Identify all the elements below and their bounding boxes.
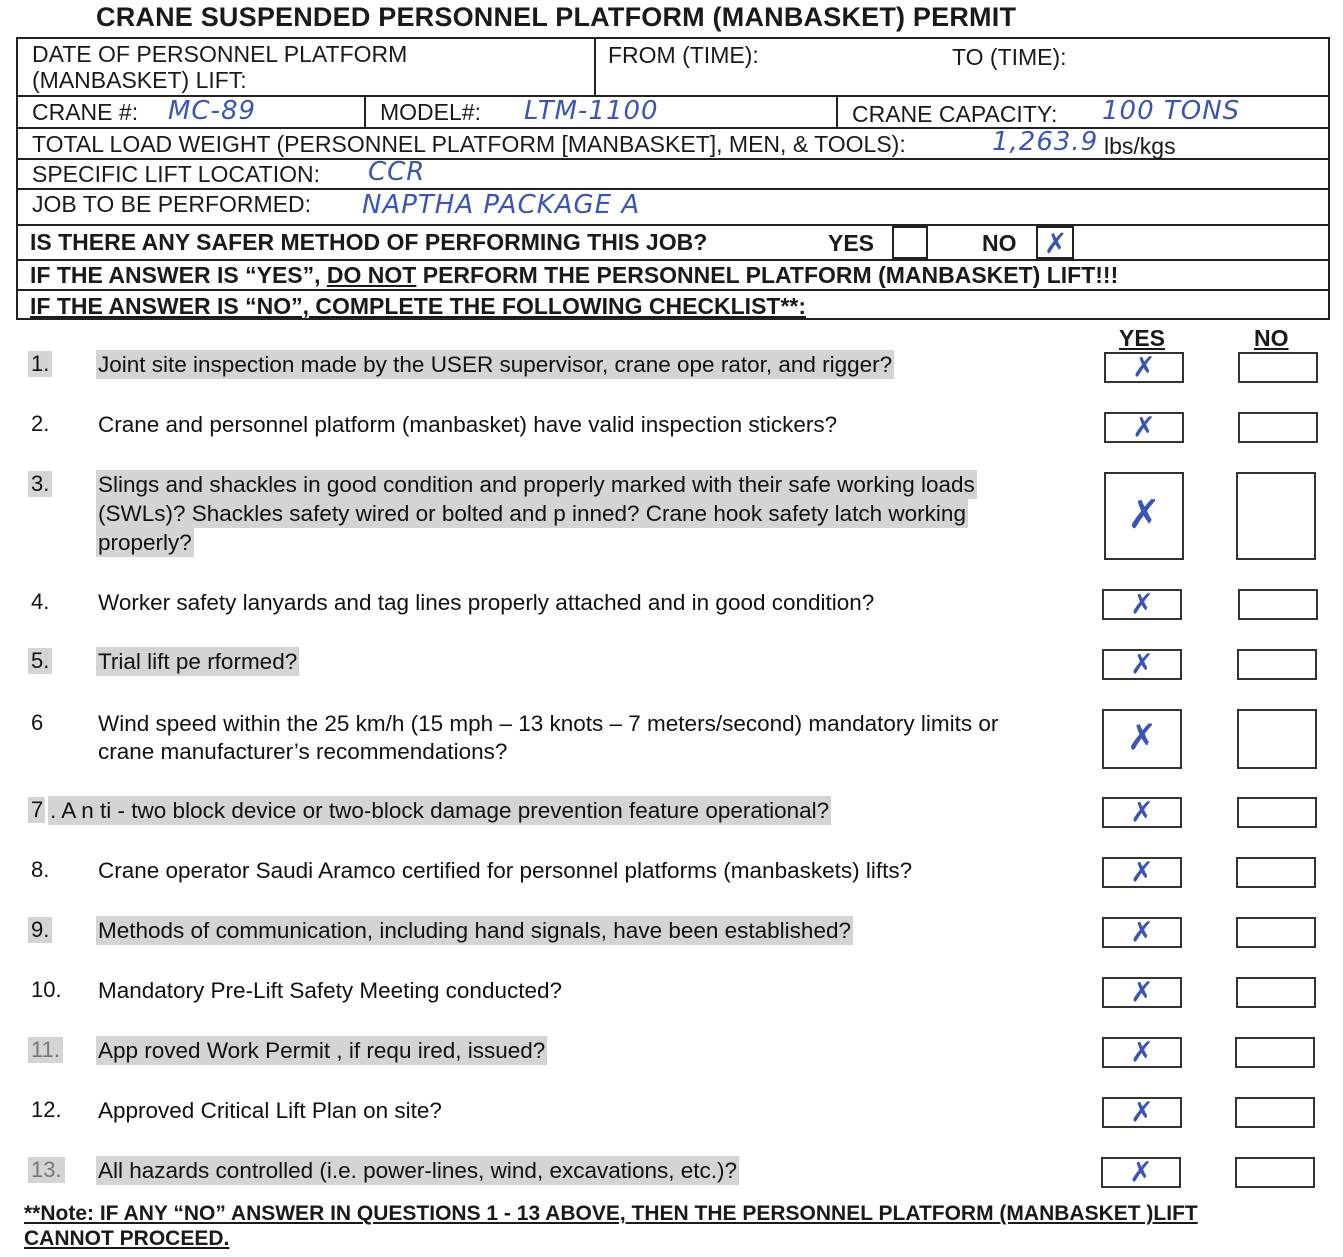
job-value: NAPTHA PACKAGE A [362, 190, 641, 220]
yes-column-header: YES [1119, 325, 1166, 351]
lift-location-label: SPECIFIC LIFT LOCATION: [32, 161, 320, 187]
item-3-no-checkbox[interactable] [1236, 472, 1316, 560]
item-1-no-checkbox[interactable] [1238, 352, 1318, 383]
item-text: Wind speed within the 25 km/h (15 mph – 13 knots – 7 meters/second) mandatory limits or [98, 711, 999, 736]
item-text-line-3: properly? [98, 530, 192, 555]
total-load-label: TOTAL LOAD WEIGHT (PERSONNEL PLATFORM [MANBASKET], MEN, & TOOLS): [32, 131, 906, 157]
footer-note-line-2: CANNOT PROCEED. [24, 1227, 230, 1250]
item-5-no-checkbox[interactable] [1237, 649, 1317, 680]
no-instruction-row [18, 291, 1328, 322]
item-8-no-checkbox[interactable] [1236, 857, 1316, 888]
item-7-yes-checkbox[interactable]: ✗ [1102, 797, 1182, 828]
yes-instruction-row [18, 261, 1328, 291]
item-text: All hazards controlled (i.e. power-lines, wind, excavations, etc.)? [98, 1158, 738, 1183]
to-time-label: TO (TIME): [952, 44, 1067, 70]
no-column-header: NO [1254, 325, 1289, 351]
item-3-yes-checkbox[interactable]: ✗ [1104, 472, 1184, 560]
item-text-line-2: crane manufacturer’s recommendations? [98, 739, 508, 764]
job-label: JOB TO BE PERFORMED: [32, 191, 312, 217]
model-label: MODEL#: [380, 99, 481, 125]
item-text: App roved Work Permit , if requ ired, issued? [98, 1038, 546, 1063]
item-11-yes-checkbox[interactable]: ✗ [1102, 1037, 1182, 1068]
item-number: 12. [31, 1097, 62, 1122]
item-number: 8. [31, 857, 50, 882]
no-instruction: IF THE ANSWER IS “NO”, COMPLETE THE FOLLOWING CHECKLIST**: [30, 293, 807, 319]
crane-capacity-value: 100 TONS [1102, 96, 1241, 126]
item-11-no-checkbox[interactable] [1235, 1037, 1315, 1068]
total-load-value: 1,263.9 [992, 127, 1099, 157]
total-load-units: lbs/kgs [1104, 133, 1176, 159]
item-12-yes-checkbox[interactable]: ✗ [1102, 1097, 1182, 1128]
yes-instruction: IF THE ANSWER IS “YES”, DO NOT PERFORM THE PERSONNEL PLATFORM (MANBASKET) LIFT!!! [30, 262, 1119, 288]
footer-note-line-1: **Note: IF ANY “NO” ANSWER IN QUESTIONS 1 - 13 ABOVE, THEN THE PERSONNEL PLATFORM (MANBASKET )LIFT [24, 1202, 1198, 1225]
item-text: . A n ti - two block device or two-block damage prevention feature operational? [50, 798, 830, 823]
safer-method-row [18, 226, 1328, 261]
permit-header-table [16, 37, 1330, 320]
item-5-yes-checkbox[interactable]: ✗ [1102, 649, 1182, 680]
footer-note [24, 1201, 1324, 1251]
load-row [18, 129, 1328, 160]
date-label: DATE OF PERSONNEL PLATFORM [32, 41, 408, 67]
form-title: CRANE SUSPENDED PERSONNEL PLATFORM (MANBASKET) PERMIT [96, 2, 1017, 32]
item-number: 1. [28, 351, 52, 377]
item-4-no-checkbox[interactable] [1238, 589, 1318, 620]
item-number: 13. [28, 1157, 65, 1183]
item-9-no-checkbox[interactable] [1236, 917, 1316, 948]
item-text: Worker safety lanyards and tag lines properly attached and in good condition? [98, 590, 875, 615]
item-number: 5. [28, 648, 52, 674]
lift-location-value: CCR [368, 157, 426, 187]
item-text: Approved Critical Lift Plan on site? [98, 1098, 442, 1123]
item-number: 10. [31, 977, 62, 1002]
item-10-yes-checkbox[interactable]: ✗ [1102, 977, 1182, 1008]
safer-method-question: IS THERE ANY SAFER METHOD OF PERFORMING THIS JOB? [30, 229, 708, 255]
model-value: LTM-1100 [524, 96, 659, 126]
item-2-yes-checkbox[interactable]: ✗ [1104, 412, 1184, 443]
item-7-no-checkbox[interactable] [1237, 797, 1317, 828]
item-9-yes-checkbox[interactable]: ✗ [1102, 917, 1182, 948]
crane-number-value: MC-89 [168, 96, 257, 126]
item-text: Crane operator Saudi Aramco certified for personnel platforms (manbaskets) lifts? [98, 858, 913, 883]
item-text: Mandatory Pre-Lift Safety Meeting conducted? [98, 978, 563, 1003]
item-number: 2. [31, 411, 50, 436]
crane-number-label: CRANE #: [32, 99, 139, 125]
from-time-label: FROM (TIME): [608, 42, 759, 68]
item-6-no-checkbox[interactable] [1237, 709, 1317, 769]
item-number: 9. [28, 917, 52, 943]
item-8-yes-checkbox[interactable]: ✗ [1102, 857, 1182, 888]
item-number: 3. [28, 471, 52, 497]
item-6-yes-checkbox[interactable]: ✗ [1102, 709, 1182, 769]
safer-no-checkbox[interactable] [1036, 226, 1074, 259]
item-text: Slings and shackles in good condition and properly marked with their safe working loads [98, 472, 975, 497]
item-12-no-checkbox[interactable] [1235, 1097, 1315, 1128]
item-4-yes-checkbox[interactable]: ✗ [1102, 589, 1182, 620]
date-row [18, 39, 1328, 97]
item-text: Crane and personnel platform (manbasket) have valid inspection stickers? [98, 412, 838, 437]
item-number: 4. [31, 589, 50, 614]
item-2-no-checkbox[interactable] [1238, 412, 1318, 443]
safer-no-mark: ✗ [1044, 227, 1069, 260]
item-text-line-2: (SWLs)? Shackles safety wired or bolted and p inned? Crane hook safety latch working [98, 501, 966, 526]
item-number: 6 [31, 710, 44, 735]
item-number: 11. [28, 1037, 63, 1063]
crane-capacity-label: CRANE CAPACITY: [852, 101, 1058, 127]
crane-row [18, 97, 1328, 129]
date-label-2: (MANBASKET) LIFT: [32, 67, 247, 93]
safer-yes-checkbox[interactable] [892, 226, 928, 259]
item-13-no-checkbox[interactable] [1235, 1157, 1315, 1188]
item-13-yes-checkbox[interactable]: ✗ [1101, 1157, 1181, 1188]
item-text: Trial lift pe rformed? [98, 649, 298, 674]
item-text: Methods of communication, including hand signals, have been established? [98, 918, 851, 943]
safer-yes-label: YES [828, 230, 875, 256]
location-row [18, 157, 1328, 190]
item-text: Joint site inspection made by the USER supervisor, crane ope rator, and rigger? [98, 352, 893, 377]
item-10-no-checkbox[interactable] [1236, 977, 1316, 1008]
item-1-yes-checkbox[interactable]: ✗ [1104, 352, 1184, 383]
item-number: 7 [28, 797, 45, 823]
safer-no-label: NO [982, 230, 1017, 256]
job-row [18, 190, 1328, 226]
